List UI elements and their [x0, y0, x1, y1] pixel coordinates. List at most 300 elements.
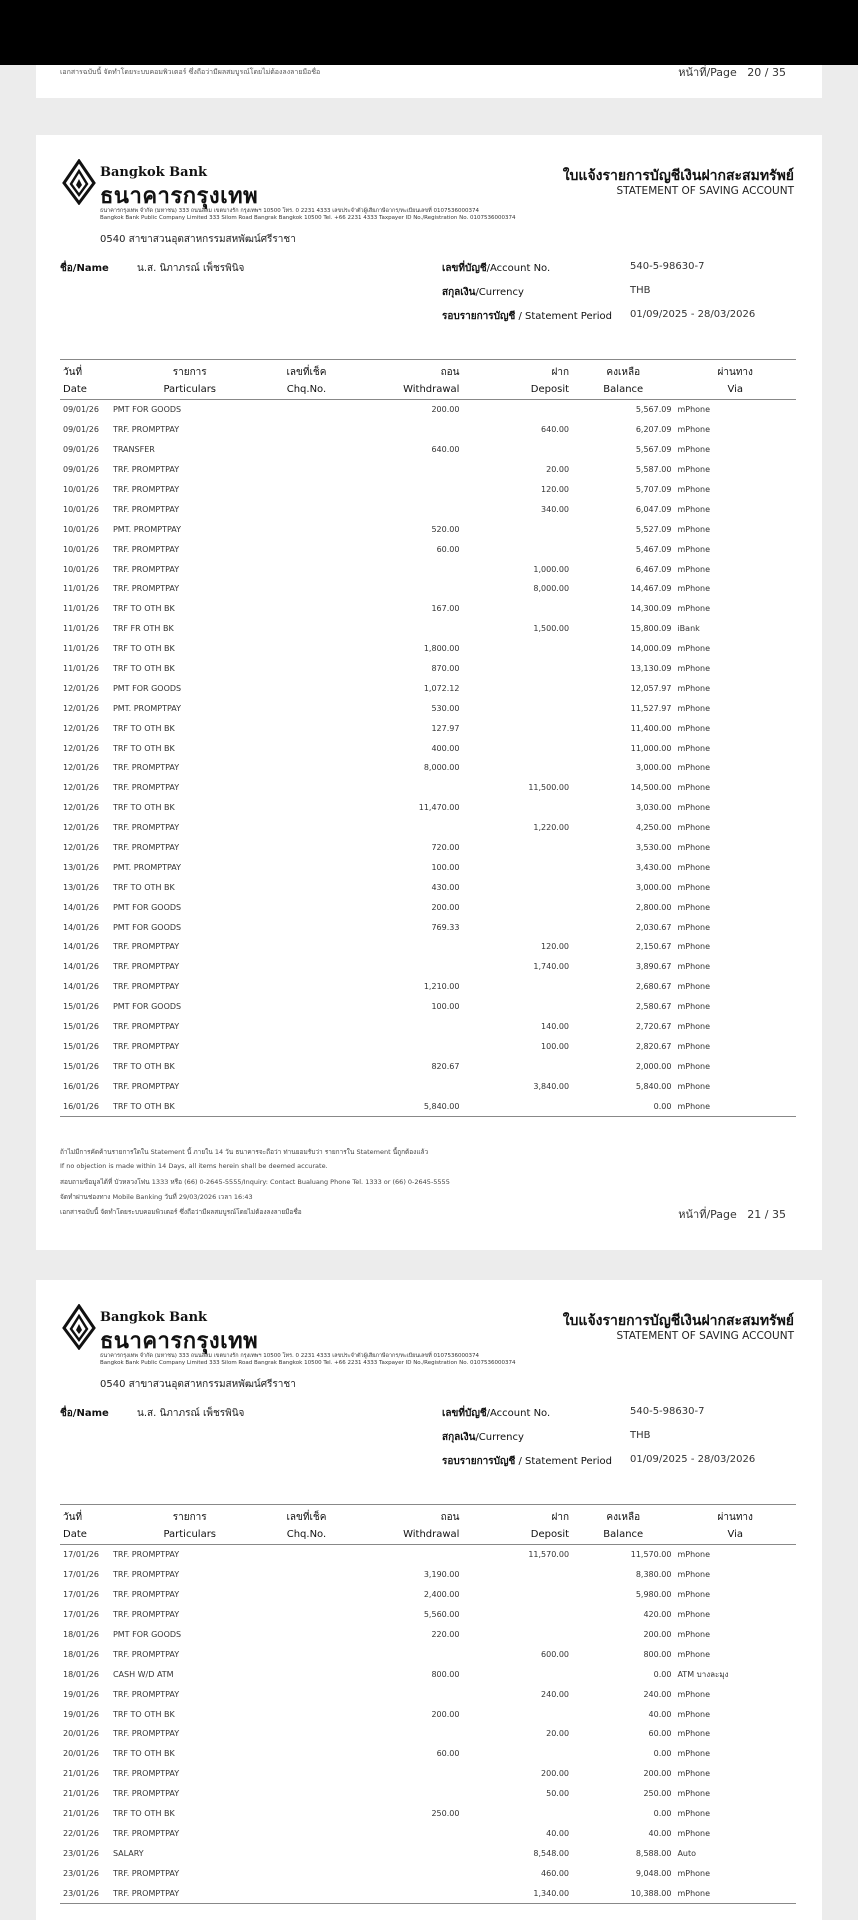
tx-balance: 40.00 [648, 1828, 672, 1838]
tx-chq-no [270, 1883, 344, 1903]
table-row [60, 818, 796, 838]
account-value: 540-5-98630-7 [630, 1406, 705, 1417]
tx-chq-no [270, 718, 344, 738]
tx-chq-no [270, 1056, 344, 1076]
tx-via: mPhone [677, 465, 711, 475]
tx-deposit: 1,340.00 [462, 1883, 572, 1903]
period-label-en: / Statement Period [515, 1456, 612, 1467]
tx-particulars: TRF TO OTH BK [112, 723, 175, 733]
tx-deposit: 140.00 [541, 1022, 570, 1032]
tx-particulars: TRF. PROMPTPAY [112, 1868, 180, 1878]
tx-date: 14/01/26 [63, 962, 99, 972]
tx-date: 16/01/26 [60, 1096, 110, 1116]
tx-chq-no [270, 1076, 344, 1096]
table-row [60, 917, 796, 937]
tx-deposit [462, 1605, 572, 1625]
tx-chq-no [270, 519, 344, 539]
tx-deposit [462, 877, 572, 897]
tx-deposit: 8,000.00 [533, 584, 570, 594]
tx-withdrawal [343, 1823, 462, 1843]
tx-chq-no [270, 499, 344, 519]
tx-withdrawal: 200.00 [431, 1709, 460, 1719]
tx-deposit [462, 917, 572, 937]
col-chq-en: Chq.No. [270, 382, 344, 400]
bangkok-bank-lotus-logo-icon [62, 1304, 96, 1350]
tx-date: 19/01/26 [63, 1709, 99, 1719]
tx-particulars: TRF. PROMPTPAY [112, 504, 180, 514]
table-row [60, 1056, 796, 1076]
tx-chq-no [270, 1744, 344, 1764]
tx-deposit: 20.00 [546, 1729, 570, 1739]
tx-via: mPhone [677, 982, 711, 992]
account-value: 540-5-98630-7 [630, 261, 705, 272]
tx-deposit: 20.00 [546, 465, 570, 475]
statement-header [36, 1280, 822, 1490]
table-row [60, 639, 796, 659]
tx-via: mPhone [674, 1883, 796, 1903]
tx-particulars: PMT. PROMPTPAY [112, 703, 182, 713]
tx-withdrawal [343, 1724, 462, 1744]
tx-balance: 5,567.09 [635, 405, 672, 415]
tx-withdrawal: 720.00 [431, 843, 460, 853]
tx-withdrawal [343, 957, 462, 977]
tx-chq-no [270, 838, 344, 858]
tx-withdrawal [343, 1545, 462, 1565]
tx-date: 12/01/26 [63, 783, 99, 793]
tx-chq-no [270, 599, 344, 619]
col-deposit-th: ฝาก [462, 360, 572, 383]
statement-page-20-tail [36, 65, 822, 98]
tx-withdrawal: 3,190.00 [423, 1570, 460, 1580]
col-balance-en: Balance [572, 382, 674, 400]
tx-via: mPhone [677, 1749, 711, 1759]
tx-withdrawal [343, 579, 462, 599]
col-balance-th: คงเหลือ [572, 1505, 674, 1528]
tx-deposit [462, 1096, 572, 1116]
tx-deposit: 1,740.00 [533, 962, 570, 972]
tx-particulars: TRF. PROMPTPAY [112, 763, 180, 773]
tx-via: mPhone [677, 1828, 711, 1838]
tx-date: 10/01/26 [63, 564, 99, 574]
tx-deposit: 8,548.00 [533, 1848, 570, 1858]
tx-balance: 2,800.00 [635, 902, 672, 912]
tx-balance: 2,150.67 [635, 942, 672, 952]
tx-date: 14/01/26 [63, 922, 99, 932]
tx-deposit [462, 599, 572, 619]
tx-via: mPhone [674, 1096, 796, 1116]
branch-name: 0540 สาขาสวนอุตสาหกรรมสหพัฒน์ศรีราชา [100, 234, 296, 245]
tx-via: mPhone [677, 763, 711, 773]
tx-withdrawal: 400.00 [431, 743, 460, 753]
tx-chq-no [270, 1096, 344, 1116]
tx-balance: 2,680.67 [635, 982, 672, 992]
tx-chq-no [270, 1684, 344, 1704]
col-deposit-en: Deposit [462, 1527, 572, 1545]
table-row [60, 579, 796, 599]
tx-date: 12/01/26 [63, 703, 99, 713]
table-row [60, 857, 796, 877]
branch-name: 0540 สาขาสวนอุตสาหกรรมสหพัฒน์ศรีราชา [100, 1379, 296, 1390]
tx-particulars: TRF. PROMPTPAY [112, 942, 180, 952]
transactions-table [60, 359, 796, 1117]
table-row [60, 1744, 796, 1764]
tx-balance: 420.00 [643, 1610, 672, 1620]
tx-balance: 40.00 [648, 1709, 672, 1719]
tx-balance: 15,800.09 [630, 624, 672, 634]
tx-withdrawal [343, 1644, 462, 1664]
tx-particulars: TRF. PROMPTPAY [112, 1590, 180, 1600]
name-value: น.ส. นิภาภรณ์ เพ็ชรพินิจ [137, 1408, 245, 1419]
tx-deposit [462, 1565, 572, 1585]
tx-balance: 12,057.97 [630, 683, 672, 693]
period-label-th: รอบรายการบัญชี [442, 1456, 516, 1467]
table-row [60, 997, 796, 1017]
table-row [60, 1565, 796, 1585]
tx-date: 21/01/26 [63, 1809, 99, 1819]
top-black-bar [0, 0, 858, 65]
tx-via: mPhone [677, 405, 711, 415]
tx-via: mPhone [677, 683, 711, 693]
table-row [60, 778, 796, 798]
bank-name-th: ธนาคารกรุงเทพ [100, 1329, 259, 1354]
col-particulars-th: รายการ [110, 1505, 270, 1528]
tx-date: 12/01/26 [63, 823, 99, 833]
tx-balance: 8,380.00 [635, 1570, 672, 1580]
tx-date: 11/01/26 [63, 664, 99, 674]
table-row [60, 559, 796, 579]
page-number [678, 63, 786, 81]
tx-withdrawal [343, 460, 462, 480]
tx-balance: 5,840.00 [635, 1081, 672, 1091]
tx-via: mPhone [677, 504, 711, 514]
col-via-en: Via [674, 382, 796, 400]
tx-particulars: TRF. PROMPTPAY [112, 544, 180, 554]
tx-date: 15/01/26 [63, 1002, 99, 1012]
name-label: ชื่อ/Name [60, 1408, 109, 1419]
tx-withdrawal [343, 499, 462, 519]
tx-via: mPhone [677, 922, 711, 932]
tx-deposit: 3,840.00 [533, 1081, 570, 1091]
period-label-en: / Statement Period [515, 311, 612, 322]
tx-balance: 3,030.00 [635, 803, 672, 813]
tx-chq-no [270, 1545, 344, 1565]
table-row [60, 738, 796, 758]
tx-deposit [462, 639, 572, 659]
tx-date: 17/01/26 [63, 1590, 99, 1600]
tx-chq-no [270, 1017, 344, 1037]
tx-deposit [462, 698, 572, 718]
currency-label-en: /Currency [475, 287, 524, 298]
tx-deposit: 460.00 [541, 1868, 570, 1878]
tx-date: 22/01/26 [63, 1828, 99, 1838]
col-chq-th: เลขที่เช็ค [270, 360, 344, 383]
tx-balance: 250.00 [643, 1789, 672, 1799]
tx-deposit [462, 977, 572, 997]
col-withdrawal-en: Withdrawal [343, 1527, 462, 1545]
tx-deposit [462, 838, 572, 858]
tx-chq-no [270, 460, 344, 480]
tx-particulars: TRF. PROMPTPAY [112, 425, 180, 435]
tx-particulars: TRF TO OTH BK [112, 743, 175, 753]
tx-particulars: PMT. PROMPTPAY [112, 862, 182, 872]
tx-withdrawal: 800.00 [431, 1669, 460, 1679]
table-row [60, 460, 796, 480]
tx-date: 09/01/26 [63, 465, 99, 475]
tx-deposit [462, 718, 572, 738]
tx-deposit [462, 1704, 572, 1724]
table-row [60, 718, 796, 738]
tx-date: 14/01/26 [63, 982, 99, 992]
tx-deposit [462, 678, 572, 698]
tx-deposit [462, 539, 572, 559]
tx-date: 14/01/26 [63, 942, 99, 952]
tx-withdrawal: 430.00 [431, 882, 460, 892]
tx-balance: 6,047.09 [635, 504, 672, 514]
tx-withdrawal: 1,072.12 [423, 683, 460, 693]
name-label: ชื่อ/Name [60, 263, 109, 274]
tx-chq-no [270, 1037, 344, 1057]
tx-date: 15/01/26 [63, 1022, 99, 1032]
tx-withdrawal: 5,840.00 [343, 1096, 462, 1116]
tx-via: mPhone [677, 524, 711, 534]
transactions-body [60, 1545, 796, 1904]
tx-date: 11/01/26 [63, 644, 99, 654]
tx-withdrawal: 60.00 [436, 1749, 460, 1759]
table-row [60, 937, 796, 957]
transactions-table [60, 1504, 796, 1904]
tx-via: mPhone [677, 783, 711, 793]
tx-date: 16/01/26 [63, 1081, 99, 1091]
tx-particulars: TRF FR OTH BK [112, 624, 174, 634]
tx-date: 11/01/26 [63, 584, 99, 594]
table-row [60, 1017, 796, 1037]
tx-balance: 0.00 [653, 1669, 672, 1679]
tx-withdrawal [343, 559, 462, 579]
page-label: หน้าที่/Page [678, 1208, 737, 1221]
tx-date: 12/01/26 [63, 683, 99, 693]
table-row [60, 698, 796, 718]
tx-date: 10/01/26 [63, 504, 99, 514]
tx-particulars: TRF. PROMPTPAY [112, 823, 180, 833]
tx-balance: 240.00 [643, 1689, 672, 1699]
period-value: 01/09/2025 - 28/03/2026 [630, 1454, 756, 1465]
computer-generated-note: เอกสารฉบับนี้ จัดทำโดยระบบคอมพิวเตอร์ ซึ่งถือว่ามีผลสมบูรณ์โดยไม่ต้องลงลายมือชื่อ [60, 68, 321, 76]
table-row [60, 758, 796, 778]
bank-address-en: Bangkok Bank Public Company Limited 333 Silom Road Bangrak Bangkok 10500 Tel. +66 2231 4333 Taxpayer ID No./Registration No. 0107536000374 [100, 215, 516, 221]
tx-deposit: 50.00 [546, 1789, 570, 1799]
tx-via: ATM บางละมุง [677, 1669, 729, 1679]
inquiry-note: สอบถามข้อมูลได้ที่ บัวหลวงโฟน 1333 หรือ (66) 0-2645-5555/Inquiry: Contact Bualuang Phone Tel. 1333 or (66) 0-2645-5555 [60, 1178, 450, 1186]
table-row [60, 1605, 796, 1625]
tx-deposit [462, 519, 572, 539]
tx-withdrawal [343, 1883, 462, 1903]
tx-withdrawal: 200.00 [431, 902, 460, 912]
statement-title-en: STATEMENT OF SAVING ACCOUNT [616, 185, 794, 197]
tx-balance: 3,430.00 [635, 862, 672, 872]
tx-via: mPhone [677, 1570, 711, 1580]
tx-chq-no [270, 420, 344, 440]
tx-withdrawal: 640.00 [431, 445, 460, 455]
tx-date: 19/01/26 [63, 1689, 99, 1699]
col-particulars-th: รายการ [110, 360, 270, 383]
tx-date: 20/01/26 [63, 1729, 99, 1739]
currency-label [442, 285, 524, 300]
tx-withdrawal [343, 420, 462, 440]
tx-deposit [462, 440, 572, 460]
tx-deposit [462, 1744, 572, 1764]
tx-withdrawal: 820.67 [431, 1061, 460, 1071]
page-label: หน้าที่/Page [678, 66, 737, 79]
account-label-en: /Account No. [486, 263, 551, 274]
table-row [60, 1883, 796, 1903]
tx-chq-no [270, 659, 344, 679]
tx-deposit [462, 997, 572, 1017]
col-particulars-en: Particulars [110, 382, 270, 400]
tx-particulars: TRF. PROMPTPAY [112, 564, 180, 574]
tx-withdrawal: 100.00 [431, 1002, 460, 1012]
tx-particulars: PMT. PROMPTPAY [112, 524, 182, 534]
tx-particulars: TRF. PROMPTPAY [112, 783, 180, 793]
tx-balance: 5,587.00 [635, 465, 672, 475]
tx-chq-no [270, 579, 344, 599]
bank-address-en: Bangkok Bank Public Company Limited 333 Silom Road Bangrak Bangkok 10500 Tel. +66 2231 4333 Taxpayer ID No./Registration No. 0107536000374 [100, 1360, 516, 1366]
tx-date: 23/01/26 [60, 1883, 110, 1903]
tx-chq-no [270, 1605, 344, 1625]
tx-balance: 11,400.00 [630, 723, 672, 733]
period-label [442, 1454, 612, 1469]
tx-deposit [462, 758, 572, 778]
col-withdrawal-th: ถอน [343, 1505, 462, 1528]
tx-withdrawal: 5,560.00 [423, 1610, 460, 1620]
account-label [442, 261, 550, 276]
tx-deposit: 600.00 [541, 1649, 570, 1659]
tx-date: 13/01/26 [63, 862, 99, 872]
tx-withdrawal: 250.00 [431, 1809, 460, 1819]
tx-chq-no [270, 1804, 344, 1824]
bank-address-th: ธนาคารกรุงเทพ จำกัด (มหาชน) 333 ถนนสีลม เขตบางรัก กรุงเทพฯ 10500 โทร. 0 2231 4333 เลขประจำตัวผู้เสียภาษีอากร/ทะเบียนเลขที่ 0107536000374 [100, 208, 480, 214]
tx-balance: 5,567.09 [635, 445, 672, 455]
tx-date: 09/01/26 [63, 405, 99, 415]
tx-via: mPhone [677, 803, 711, 813]
tx-particulars: PMT FOR GOODS [112, 683, 182, 693]
tx-withdrawal: 11,470.00 [418, 803, 460, 813]
tx-chq-no [270, 1784, 344, 1804]
bank-name-en: Bangkok Bank [100, 1310, 208, 1325]
tx-withdrawal: 769.33 [431, 922, 460, 932]
tx-via: mPhone [677, 564, 711, 574]
currency-label-en: /Currency [475, 1432, 524, 1443]
tx-via: mPhone [677, 723, 711, 733]
tx-date: 10/01/26 [63, 485, 99, 494]
tx-chq-no [270, 1724, 344, 1744]
tx-withdrawal: 127.97 [431, 723, 460, 733]
tx-chq-no [270, 678, 344, 698]
tx-chq-no [270, 917, 344, 937]
table-row [60, 1585, 796, 1605]
tx-particulars: TRF. PROMPTPAY [112, 1081, 180, 1091]
col-withdrawal-en: Withdrawal [343, 382, 462, 400]
tx-deposit: 120.00 [541, 485, 570, 494]
table-row [60, 1076, 796, 1096]
col-date-en: Date [60, 1527, 110, 1545]
tx-withdrawal [343, 1764, 462, 1784]
tx-withdrawal [343, 480, 462, 500]
tx-withdrawal [343, 778, 462, 798]
tx-balance: 14,467.09 [630, 584, 672, 594]
table-row [60, 519, 796, 539]
col-via-en: Via [674, 1527, 796, 1545]
tx-chq-no [270, 1823, 344, 1843]
tx-via: mPhone [677, 544, 711, 554]
tx-balance: 3,000.00 [635, 882, 672, 892]
tx-particulars: TRF. PROMPTPAY [112, 1789, 180, 1799]
objection-note-th: ถ้าไม่มีการคัดค้านรายการใดใน Statement นี้ ภายใน 14 วัน ธนาคารจะถือว่า ท่านยอมรับว่า รายการใน Statement นี้ถูกต้องแล้ว [60, 1148, 429, 1156]
currency-value: THB [630, 285, 651, 296]
currency-label [442, 1430, 524, 1445]
tx-balance: 2,820.67 [635, 1041, 672, 1051]
tx-deposit [462, 897, 572, 917]
table-row [60, 1764, 796, 1784]
tx-chq-no [270, 1625, 344, 1645]
tx-via: mPhone [677, 485, 711, 494]
tx-date: 12/01/26 [63, 843, 99, 853]
tx-chq-no [270, 957, 344, 977]
table-row [60, 1684, 796, 1704]
tx-deposit: 240.00 [541, 1689, 570, 1699]
tx-via: mPhone [677, 604, 711, 614]
tx-particulars: PMT FOR GOODS [112, 902, 182, 912]
col-deposit-en: Deposit [462, 382, 572, 400]
col-date-th: วันที่ [60, 1505, 110, 1528]
tx-chq-no [270, 440, 344, 460]
tx-balance: 800.00 [643, 1649, 672, 1659]
tx-withdrawal [343, 619, 462, 639]
col-withdrawal-th: ถอน [343, 360, 462, 383]
table-row [60, 400, 796, 420]
tx-via: Auto [677, 1848, 697, 1858]
tx-particulars: TRF. PROMPTPAY [112, 982, 180, 992]
tx-date: 12/01/26 [63, 803, 99, 813]
tx-deposit [462, 1585, 572, 1605]
tx-withdrawal [343, 1076, 462, 1096]
tx-via: mPhone [677, 1789, 711, 1799]
tx-balance: 5,467.09 [635, 544, 672, 554]
tx-particulars: TRF. PROMPTPAY [112, 465, 180, 475]
tx-balance: 0.00 [653, 1749, 672, 1759]
tx-balance: 6,467.09 [635, 564, 672, 574]
tx-particulars: TRF. PROMPTPAY [112, 1610, 180, 1620]
tx-date: 18/01/26 [63, 1630, 99, 1639]
tx-date: 09/01/26 [63, 425, 99, 435]
period-value: 01/09/2025 - 28/03/2026 [630, 309, 756, 320]
tx-withdrawal: 530.00 [431, 703, 460, 713]
tx-particulars: TRF. PROMPTPAY [112, 485, 180, 494]
tx-via: mPhone [677, 902, 711, 912]
tx-chq-no [270, 857, 344, 877]
bank-address-th: ธนาคารกรุงเทพ จำกัด (มหาชน) 333 ถนนสีลม เขตบางรัก กรุงเทพฯ 10500 โทร. 0 2231 4333 เลขประจำตัวผู้เสียภาษีอากร/ทะเบียนเลขที่ 0107536000374 [100, 1353, 480, 1359]
table-row [60, 539, 796, 559]
tx-via: mPhone [677, 664, 711, 674]
tx-balance: 9,048.00 [635, 1868, 672, 1878]
tx-date: 17/01/26 [63, 1550, 99, 1560]
tx-deposit: 11,570.00 [528, 1550, 570, 1560]
tx-chq-no [270, 818, 344, 838]
col-deposit-th: ฝาก [462, 1505, 572, 1528]
tx-chq-no [270, 897, 344, 917]
table-row [60, 499, 796, 519]
tx-via: mPhone [677, 1729, 711, 1739]
currency-value: THB [630, 1430, 651, 1441]
